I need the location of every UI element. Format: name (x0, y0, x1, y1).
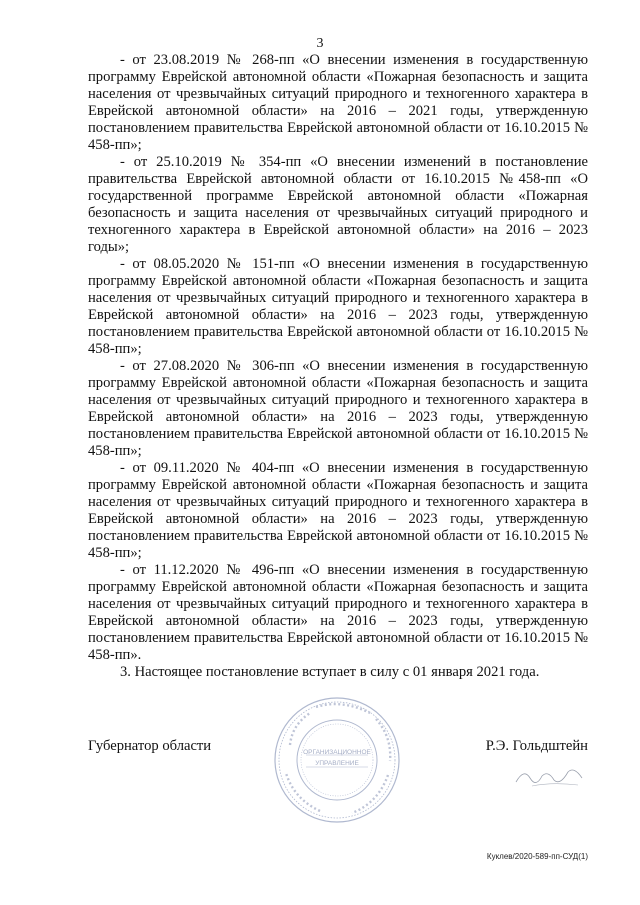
svg-text:УПРАВЛЕНИЕ: УПРАВЛЕНИЕ (315, 760, 359, 767)
amendment-item: - от 08.05.2020 № 151-пп «О внесении изменения в государственную программу Еврейской автономной области «Пожарная безопасность и защита населения от чрезвычайных ситуаций природного и техногенного характера в Еврейской автономной области» на 2016 – 2023 годы, утвержденную постановлением правительства Еврейской автономной области от 16.10.2015 № 458-пп»; (88, 256, 588, 357)
page-number: 3 (316, 36, 324, 51)
signer-name: Р.Э. Гольдштейн (485, 738, 588, 754)
amendment-item: - от 25.10.2019 № 354-пп «О внесении изменений в постановление правительства Еврейской автономной области от 16.10.2015 №458-пп «О государственной программе Еврейской автономной области «Пожарная безопасность и защита населения от чрезвычайных ситуаций природного и техногенного характера в Еврейской автономной области» на 2016 – 2023 годы»; (88, 154, 588, 255)
document-reference-code: Куклев/2020-589-пп-СУД(1) (486, 852, 588, 861)
amendment-item: - от 23.08.2019 № 268-пп «О внесении изменения в государственную программу Еврейской автономной области «Пожарная безопасность и защита населения от чрезвычайных ситуаций природного и техногенного характера в Еврейской автономной области» на 2016 – 2021 годы, утвержденную постановлением правительства Еврейской автономной области от 16.10.2015 № 458-пп»; (88, 52, 588, 153)
signature-block (88, 738, 588, 758)
official-seal-stamp (272, 695, 402, 825)
signer-position: Губернатор области (88, 738, 212, 754)
svg-text:ОРГАНИЗАЦИОННОЕ: ОРГАНИЗАЦИОННОЕ (303, 749, 371, 756)
amendment-item: - от 27.08.2020 № 306-пп «О внесении изменения в государственную программу Еврейской автономной области «Пожарная безопасность и защита населения от чрезвычайных ситуаций природного и техногенного характера в Еврейской автономной области» на 2016 – 2023 годы, утвержденную постановлением правительства Еврейской автономной области от 16.10.2015 № 458-пп»; (88, 358, 588, 459)
amendment-item: - от 11.12.2020 № 496-пп «О внесении изменения в государственную программу Еврейской автономной области «Пожарная безопасность и защита населения от чрезвычайных ситуаций природного и техногенного характера в Еврейской автономной области» на 2016 – 2023 годы, утвержденную постановлением правительства Еврейской автономной области от 16.10.2015 № 458-пп». (88, 562, 588, 663)
document-body (88, 52, 588, 681)
amendment-item: - от 09.11.2020 № 404-пп «О внесении изменения в государственную программу Еврейской автономной области «Пожарная безопасность и защита населения от чрезвычайных ситуаций природного и техногенного характера в Еврейской автономной области» на 2016 – 2023 годы, утвержденную постановлением правительства Еврейской автономной области от 16.10.2015 № 458-пп»; (88, 460, 588, 561)
effective-date-clause: 3. Настоящее постановление вступает в силу с 01 января 2021 года. (120, 664, 540, 680)
handwritten-signature (512, 760, 592, 790)
